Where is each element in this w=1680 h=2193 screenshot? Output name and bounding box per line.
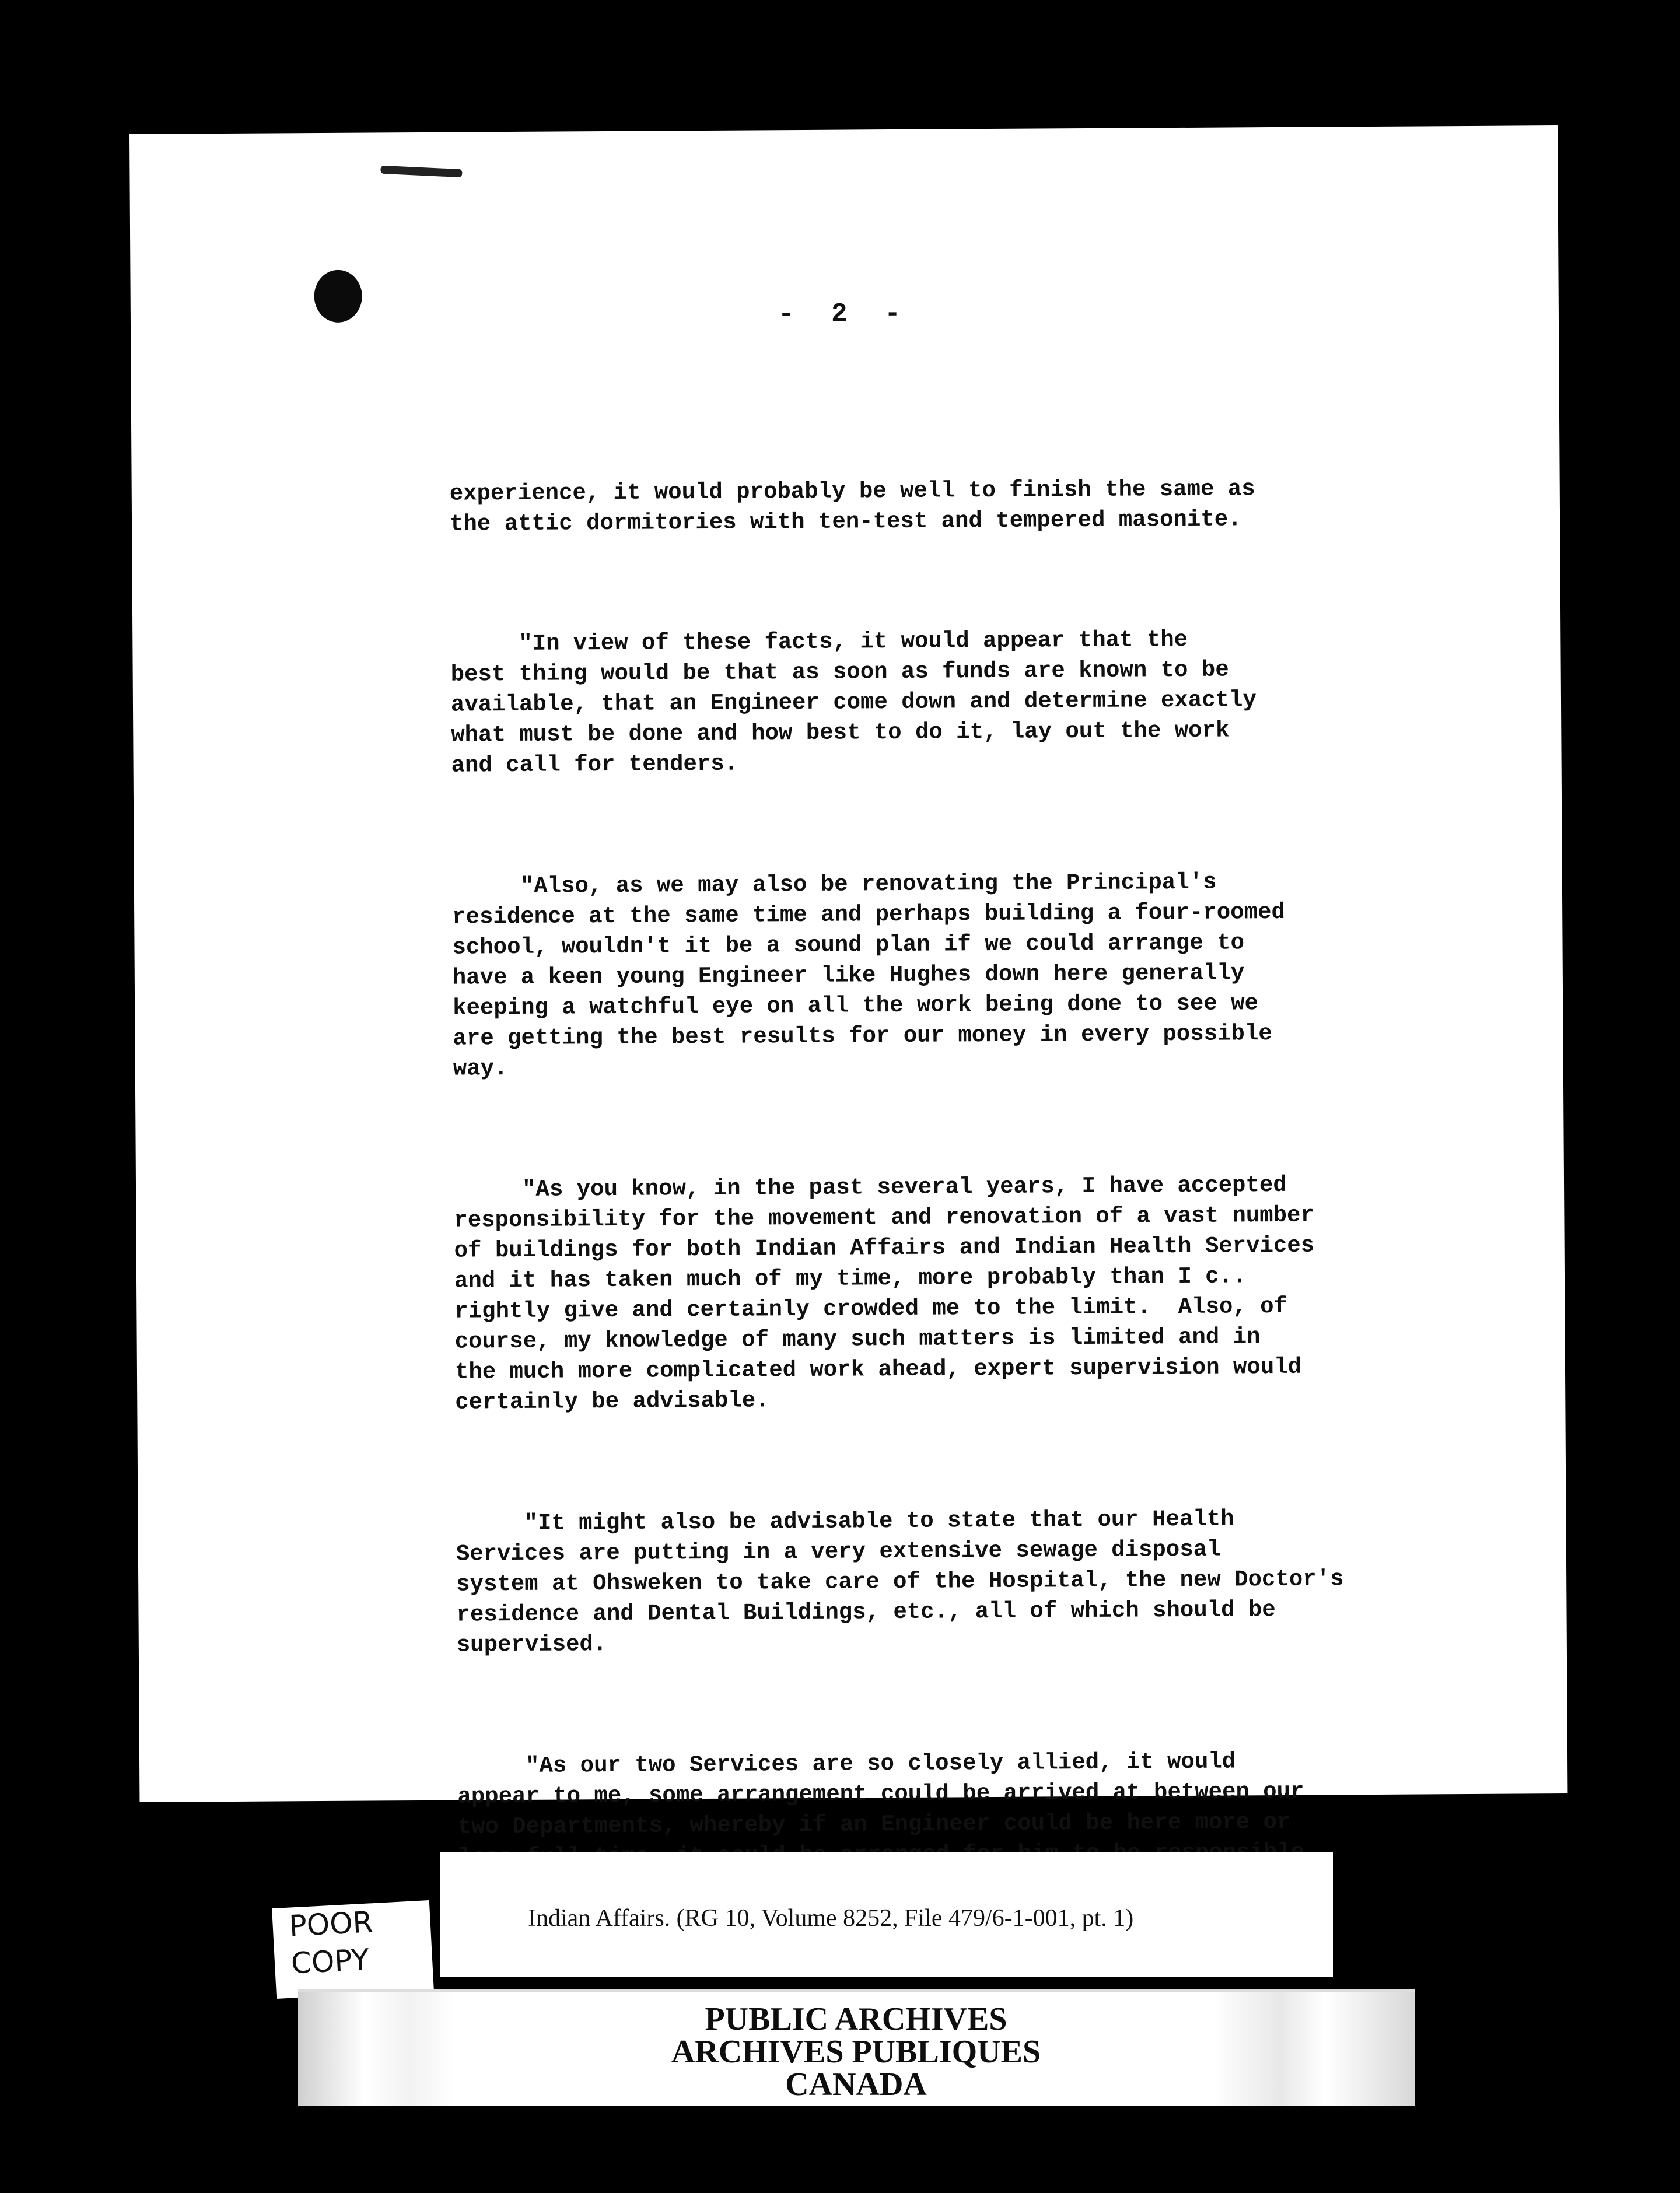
poor-copy-label (272, 1900, 434, 1999)
page-number: - 2 - (778, 298, 912, 330)
document-page (130, 125, 1567, 1840)
pen-mark (380, 166, 462, 177)
poor-copy-line: POOR (288, 1905, 374, 1943)
archive-citation: Indian Affairs. (RG 10, Volume 8252, File 479/6-1-001, pt. 1) (528, 1905, 1134, 1932)
archives-label (298, 1989, 1415, 2106)
paragraph: "As our two Services are so closely allied, it would appear to me, some arrangement could be arrived at between our two Departments, whereby if an Engineer could be here more or (457, 1749, 1304, 1840)
archives-line: PUBLIC ARCHIVES (705, 2001, 1007, 2037)
paragraph: "Also, as we may also be renovating the Principal's residence at the same time and perhaps building a four-roomed school, wouldn't it be a sound plan if we could arrange to have a keen young Engineer like Hughes down here generally keeping a watchful eye on all the work being done to see we are getting the best results for our money in every possible way. (452, 869, 1285, 1082)
archives-text (298, 2003, 1415, 2101)
paragraph: "It might also be advisable to state that our Health Services are putting in a very extensive sewage disposal system at Ohsweken to take care of the Hospital, the new Doctor's residence and Dental Buildings, etc., all of which should be supervised. (456, 1506, 1344, 1658)
letter-body (449, 412, 1404, 1994)
citation-strip (440, 1852, 1333, 1977)
poor-copy-line: COPY (290, 1942, 370, 1981)
archives-line: CANADA (785, 2066, 927, 2103)
paragraph: "In view of these facts, it would appear that the best thing would be that as soon as funds are known to be available, that an Engineer come down and determine exactly what must be done and how best to do it, lay out the work and call for tenders. (450, 626, 1256, 779)
paragraph: "As you know, in the past several years, I have accepted responsibility for the movement and renovation of a vast number of buildings for both Indian Affairs and Indian Health Services and it has taken much of my time, more probably than I c.. rightly give and certainly crowded me to the limit. Also, of course, my knowledge of many such matters is limited and in the much more complicated work ahead, expert supervision would certainly be advisable. (453, 1172, 1315, 1416)
archives-line: ARCHIVES PUBLIQUES (671, 2034, 1041, 2070)
paragraph: experience, it would probably be well to finish the same as the attic dormitories with ten-test and tempered masonite. (449, 476, 1255, 537)
